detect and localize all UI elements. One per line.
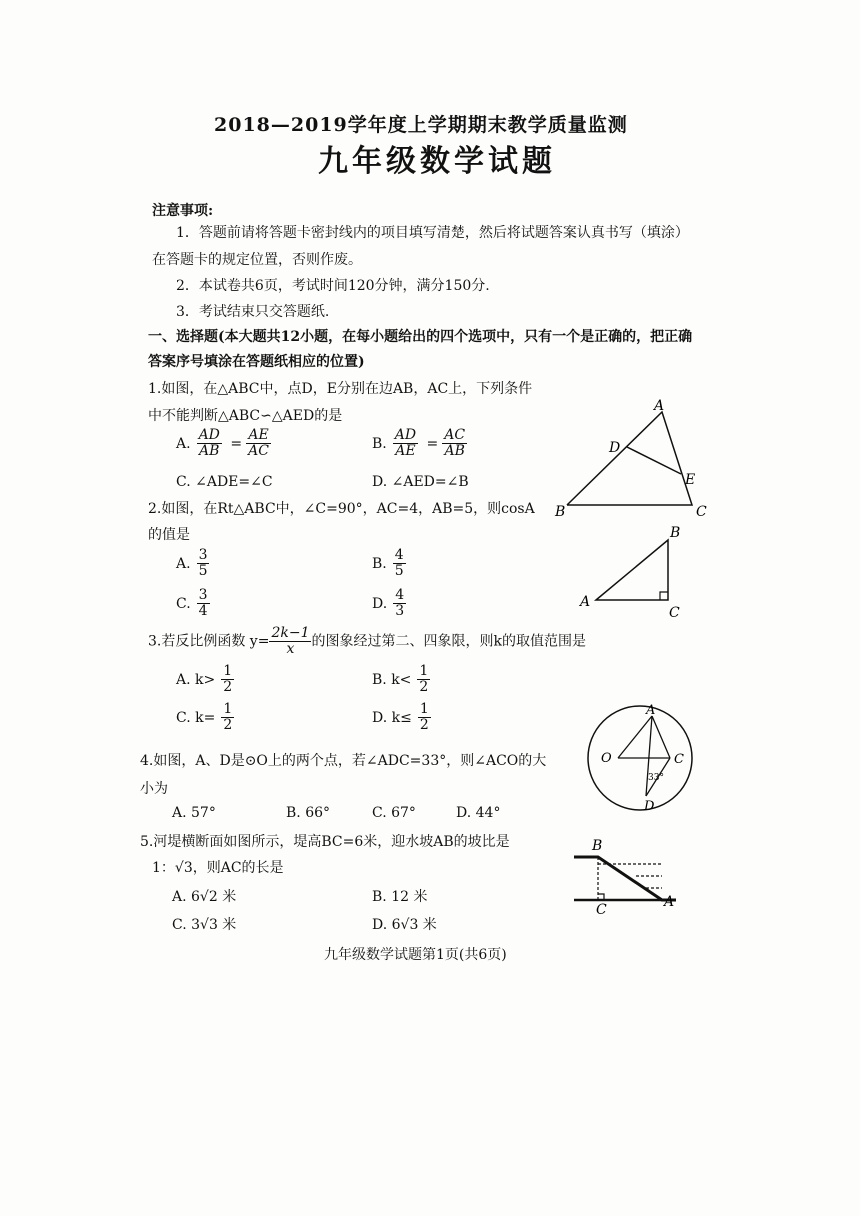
q4-option-c: C. 67° — [372, 805, 416, 821]
exam-title: 九年级数学试题 — [318, 144, 556, 179]
q5-stem-line2: 1：√3，则AC的长是 — [152, 860, 284, 876]
q4-option-a: A. 57° — [172, 805, 216, 821]
q4-option-b: B. 66° — [286, 805, 331, 821]
q2-right-triangle-figure — [576, 522, 686, 622]
q2-label-a: A — [580, 594, 591, 610]
q5-option-d: D. 6√3 米 — [372, 917, 437, 933]
q2-stem-line1: 2.如图，在Rt△ABC中，∠C=90°，AC=4，AB=5，则cosA — [148, 501, 535, 517]
q4-label-a: A — [646, 703, 656, 718]
page-footer: 九年级数学试题第1页(共6页) — [324, 947, 507, 963]
q1-stem-line1: 1.如图，在△ABC中，点D，E分别在边AB，AC上，下列条件 — [148, 381, 533, 397]
q1-label-d: D — [609, 440, 621, 456]
q1-label-a: A — [654, 398, 665, 414]
section-heading-line1: 一、选择题(本大题共12小题，在每小题给出的四个选项中，只有一个是正确的，把正确 — [148, 329, 693, 345]
exam-session-title: 2018—2019学年度上学期期末教学质量监测 — [214, 114, 628, 136]
q1-option-a-label: A. — [176, 435, 191, 452]
q5-label-a: A — [664, 894, 675, 910]
section-heading-line2: 答案序号填涂在答题纸相应的位置) — [148, 354, 365, 370]
q5-option-a: A. 6√2 米 — [172, 889, 237, 905]
q1-option-b-frac1: $\frac{AD}{AE}$ — [394, 427, 417, 459]
q5-option-b: B. 12 米 — [372, 889, 428, 905]
q3-option-c: C. k= $\frac{1}{2}$ — [176, 701, 233, 733]
q4-label-d: D — [644, 799, 655, 814]
q4-label-c: C — [674, 752, 684, 767]
q2-option-b: B. $\frac{4}{5}$ — [372, 547, 404, 579]
q3-option-a: A. k> $\frac{1}{2}$ — [176, 663, 233, 695]
q1-option-b-frac2: $\frac{AC}{AB}$ — [444, 427, 466, 459]
q1-label-e: E — [685, 472, 696, 488]
q5-option-c: C. 3√3 米 — [172, 917, 237, 933]
q2-option-d: D. $\frac{4}{3}$ — [372, 587, 405, 619]
q3-stem: 3.若反比例函数 y= $\frac{2k-1}{x}$ 的图象经过第二、四象限，则k的取值范围是 — [148, 625, 586, 657]
q2-stem-line2: 的值是 — [148, 527, 190, 543]
note-3: 3．考试结束只交答题纸. — [176, 304, 330, 320]
q1-option-a-frac2: $\frac{AE}{AC}$ — [248, 427, 269, 459]
q1-option-a-frac1: $\frac{AD}{AB}$ — [198, 427, 220, 459]
q5-label-c: C — [596, 902, 607, 918]
q2-label-c: C — [669, 605, 680, 621]
q3-option-d: D. k≤ $\frac{1}{2}$ — [372, 701, 429, 733]
q2-option-a: A. $\frac{3}{5}$ — [176, 547, 208, 579]
q5-stem-line1: 5.河堤横断面如图所示，堤高BC=6米，迎水坡AB的坡比是 — [140, 834, 510, 850]
q5-label-b: B — [592, 838, 603, 854]
q4-angle-label: 33° — [648, 773, 664, 783]
q4-stem-line1: 4.如图，A、D是⊙O上的两个点，若∠ADC=33°，则∠ACO的大 — [140, 753, 547, 769]
note-2: 2．本试卷共6页，考试时间120分钟，满分150分. — [176, 278, 490, 294]
q4-option-d: D. 44° — [456, 805, 501, 821]
q1-triangle-figure — [550, 392, 710, 522]
q1-stem-line2: 中不能判断△ABC∽△AED的是 — [148, 408, 343, 424]
q1-option-b: B. $\frac{AD}{AE}$ = $\frac{AC}{AB}$ — [372, 427, 466, 459]
q2-label-b: B — [670, 525, 681, 541]
q5-embankment-figure — [566, 832, 686, 918]
q1-option-b-label: B. — [372, 435, 387, 452]
q1-label-b: B — [555, 504, 566, 520]
q4-stem-line2: 小为 — [140, 781, 168, 797]
q1-option-d: D. ∠AED=∠B — [372, 474, 469, 490]
q1-option-c: C. ∠ADE=∠C — [176, 474, 273, 490]
q1-option-a: A. $\frac{AD}{AB}$ = $\frac{AE}{AC}$ — [176, 427, 269, 459]
q4-circle-figure — [582, 700, 702, 816]
q4-label-o: O — [601, 751, 612, 766]
q2-option-c: C. $\frac{3}{4}$ — [176, 587, 208, 619]
note-1a: 1．答题前请将答题卡密封线内的项目填写清楚，然后将试题答案认真书写（填涂） — [176, 225, 689, 241]
q3-option-b: B. k< $\frac{1}{2}$ — [372, 663, 429, 695]
notes-heading: 注意事项: — [152, 203, 214, 219]
note-1b: 在答题卡的规定位置，否则作废。 — [152, 252, 362, 268]
q1-label-c: C — [696, 504, 707, 520]
